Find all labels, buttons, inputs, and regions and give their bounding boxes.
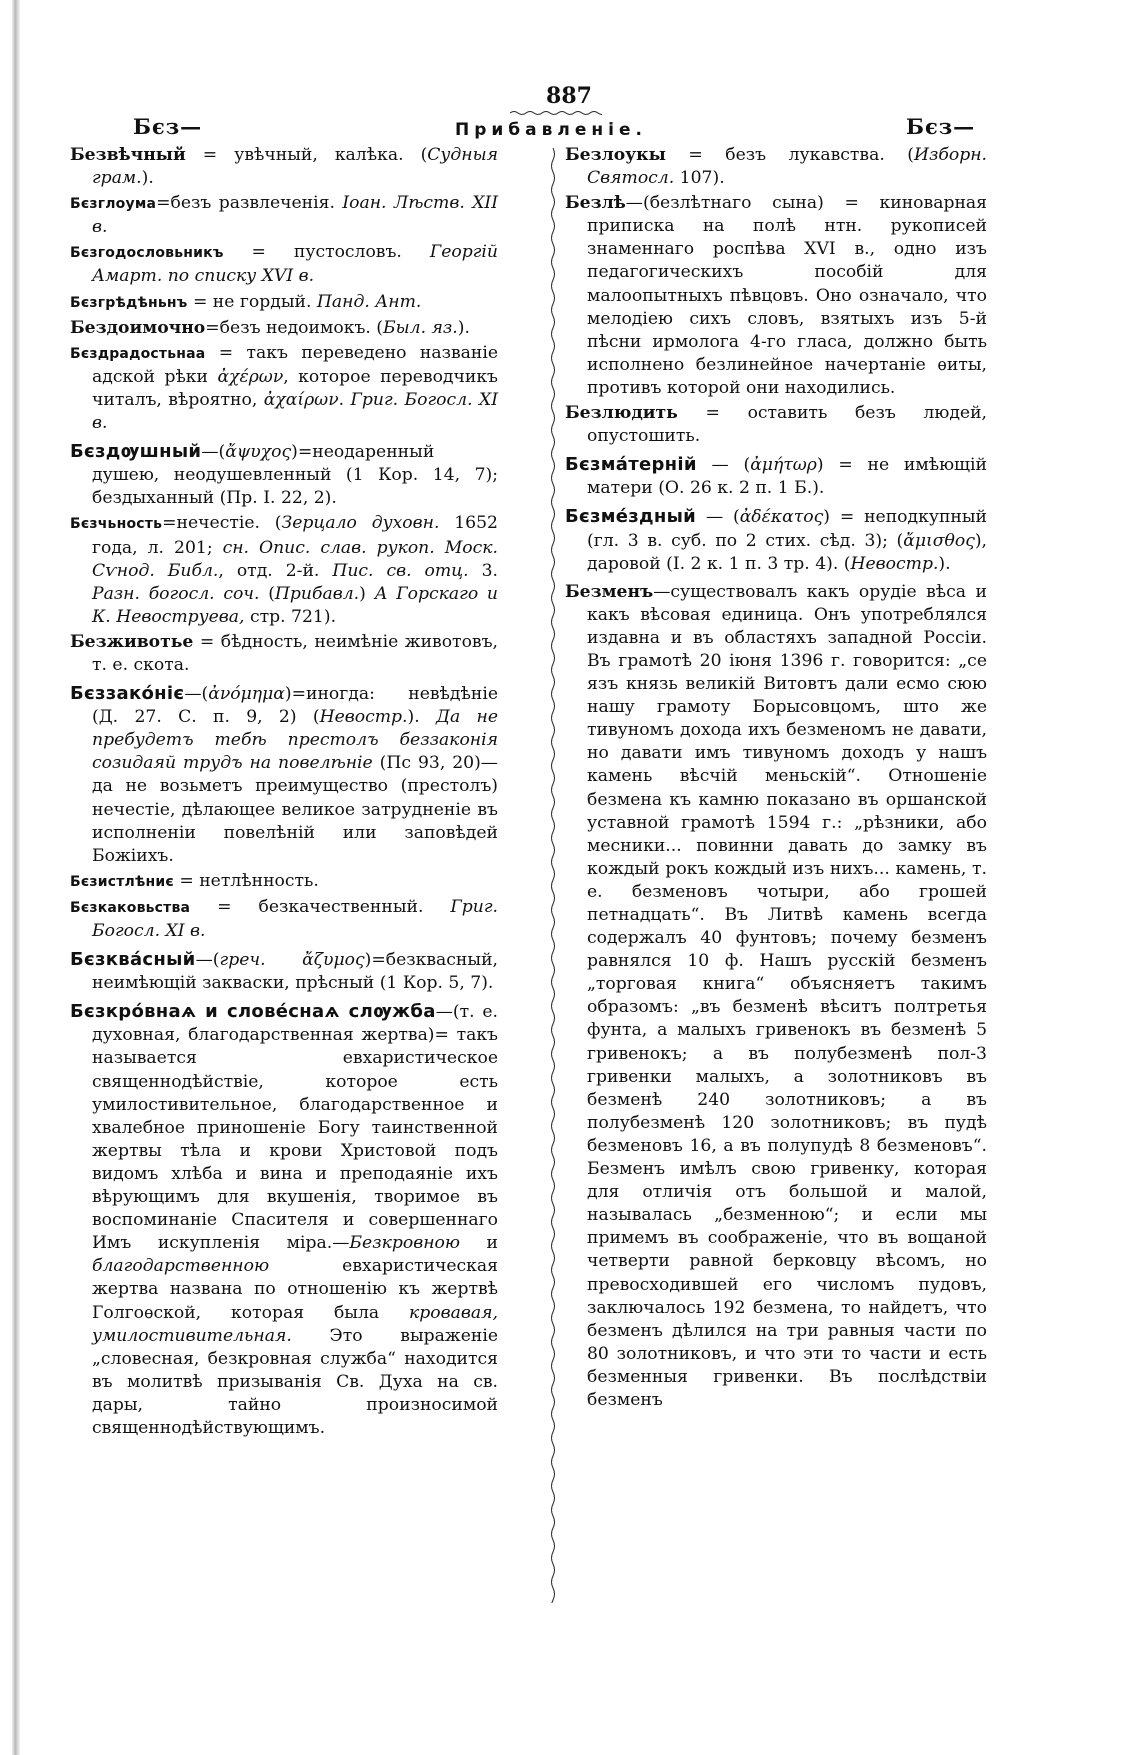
greek-term: ἄζυμος [302,950,365,971]
dictionary-entry [70,948,498,995]
entry-headword: Безживотье [70,631,194,652]
definition-text: 1652 года, л. 201; [92,513,498,558]
dictionary-entry [565,505,987,575]
greek-term: ἀνόμημα [208,684,285,705]
dictionary-entry [70,144,498,190]
citation-text: Георгій Амарт. по списку XVI в. [92,242,498,287]
definition-text: , отд. 2-й. [218,560,333,581]
page-number-wavy-rule [510,110,602,116]
dictionary-entry [565,453,987,500]
definition-text: = не гордый. [187,291,317,312]
right-column [565,144,987,1414]
entry-headword: Безлюдить [565,403,678,424]
entry-headword: Бєззакóніє [70,683,185,705]
definition-text: = нетлѣнность. [173,870,319,891]
page-number: 887 [546,83,592,109]
citation-text: Пис. св. отц. [332,560,469,581]
entry-headword: Бєздрадостьнаа [70,345,206,362]
dictionary-entry [565,402,987,448]
citation-text: Изборн. Святосл. [587,145,987,189]
dictionary-entry [565,144,987,190]
greek-term: ἀχέρων [217,366,284,387]
citation-text: Разн. богосл. соч. [92,583,260,604]
entry-headword: Бєзкаковьства [70,899,191,916]
entry-headword: Безлоукы [565,145,666,165]
dictionary-entry [565,581,987,1412]
definition-text: ), даровой (I. 2 к. 1 п. 3 тр. 4). ( [587,530,987,574]
definition-text: =нечестіе. ( [162,513,282,534]
definition-text: ) [359,583,375,604]
entry-headword: Безлѣ [565,193,626,214]
definition-text: ). [141,168,154,189]
entry-headword: Бєзгодословьникъ [70,245,224,262]
definition-text: =безъ недоимокъ. ( [205,317,384,338]
citation-text: Зерцало духовн. [281,513,440,534]
citation-text: Григ. Богосл. XI в. [92,389,498,434]
dictionary-entry [70,342,498,435]
definition-text: — ( [696,507,740,528]
definition-text: ) = не имѣющій матери (О. 26 к. 2 п. 1 Б.). [587,455,987,499]
greek-term: ἀμήτωρ [750,455,817,476]
entry-headword: Бєзчьность [70,516,163,533]
definition-text: —(т. е. духовная, благодарственная жертва)= такъ называется евхаристическое священнодѣйствіе, которое есть умилостивительное, благодарственное и хвалебное приношеніе Богу таинственной жертвы тѣла и крови Христовой подъ видомъ хлѣба и вина и преподаяніе ихъ вѣрующимъ для вкушенія, творимое въ воспоминаніе Спасителя и совершеннаго Имъ искупленія міра.— [92,1002,498,1254]
definition-text: —( [195,950,220,971]
definition-text: (Пс 93, 20)—да не возьметъ преимущество (престолъ) нечестіе, дѣлающее великое затрудненіе въ исполненіи повелѣній или заповѣдей Божіихъ. [92,753,498,866]
entry-headword: Бєздѹшный [70,441,202,463]
entry-headword: Бєзкрóвнаѧ и словéснаѧ слѹжба [70,1001,436,1023]
definition-text: = пустословъ. [223,242,430,263]
definition-text: )=безквасный, неимѣющій закваски, прѣсный (1 Кор. 5, 7). [92,950,498,994]
dictionary-entry [70,896,498,943]
definition-text: . [338,389,351,410]
definition-text: ) = неподкупный (гл. 3 в. суб. по 2 стих. сѣд. 3); ( [587,507,987,551]
entry-headword: Бєзглоума [70,196,157,213]
definition-text: — ( [696,455,751,476]
greek-term: ἄμισθος [903,530,975,551]
definition-text: = бѣдность, неимѣніе животовъ, т. е. скота. [92,631,498,675]
dictionary-entry [70,682,498,868]
citation-text: Безкровною [349,1233,461,1254]
definition-text: = безъ лукавства. ( [665,145,914,165]
citation-text: А Горскаго и К. Невоструева, [92,583,499,627]
citation-text: Панд. Ант. [316,291,422,312]
citation-text: Іоан. Лѣств. XII в. [92,193,499,238]
entry-headword: Бєзмáтерній [565,454,697,476]
left-column [70,144,498,1442]
dictionary-entry [565,192,987,400]
citation-text: сн. Опис. слав. рукоп. Моск. Сѵнод. Библ. [92,537,499,581]
dictionary-entry [70,241,498,288]
dictionary-entry [70,291,498,315]
definition-text: = такъ переведено названіе адской рѣки [92,342,498,387]
citation-text: кровавая, умилостивительная. [92,1302,498,1346]
definition-text [266,950,303,970]
dictionary-entry [70,870,498,894]
section-title: Прибавленіе. [455,120,647,140]
dictionary-entry [70,317,498,340]
greek-term: ἄψυχος [225,442,292,463]
citation-text: Судныя грам. [92,145,498,189]
page-binding-edge [12,0,20,1755]
column-divider-wavy-rule [549,148,557,1603]
citation-text: Невостр. [850,553,939,574]
definition-text: ). [938,553,951,574]
definition-text: ). [407,707,436,728]
definition-text: —( [201,442,226,463]
definition-text: 107). [674,168,725,189]
definition-text: —(безлѣтнаго сына) = киноварная приписка на полѣ нтн. рукописей знаменнаго роспѣва XVI в., одно изъ педагогическихъ пособій для малоопытныхъ пѣвцовъ. Оно означало, что мелодіею сихъ словъ, взятыхъ изъ 5-й пѣсни ирмолога 4-го гласа, должно быть исполнено безлинейное начертаніе ѳиты, противъ которой они находились. [587,193,987,398]
definition-text: Это выраженіе „словесная, безкровная служба“ находится въ молитвѣ призыванія Св. Духа на св. дары, тайно произносимой священнодѣйствующимъ. [92,1325,498,1438]
dictionary-entry [70,440,498,510]
definition-text: ). [457,317,470,338]
dictionary-entry [70,1000,498,1440]
definition-text: =безъ развлеченія. [156,193,343,214]
citation-text: греч. [219,950,266,971]
greek-term: ἀχαίρων [263,389,339,410]
entry-headword: Бєзистлѣниє [70,873,174,890]
definition-text: , которое переводчикъ читалъ, вѣроятно, [92,366,498,410]
entry-headword: Безвѣчный [70,145,186,165]
running-head-right: Бєз— [906,114,976,139]
citation-text: Невостр. [319,707,408,728]
entry-headword: Безменъ [565,581,654,602]
running-head-left: Бєз— [133,114,203,139]
definition-text: = оставить безъ людей, опустошить. [587,403,987,447]
dictionary-entry [70,631,498,677]
entry-headword: Бєзмéздный [565,506,697,528]
definition-text: —( [184,684,209,705]
entry-headword: Бєзквáсный [70,949,196,971]
definition-text: и [460,1233,499,1254]
definition-text: евхаристическая жертва названа по отношенію къ жертвѣ Голгоѳской, которая была [92,1256,498,1323]
definition-text: )=иногда: невѣдѣніе (Д. 27. С. п. 9, 2) ( [92,684,498,728]
definition-text: 3. [468,560,498,581]
citation-text: Был. яз. [383,317,458,338]
citation-text: благодарственною [92,1256,270,1277]
citation-text: Григ. Богосл. XI в. [92,896,498,941]
definition-text: = увѣчный, калѣка. ( [185,145,428,165]
definition-text: )=неодаренный душею, неодушевленный (1 Кор. 14, 7); бездыханный (Пр. I. 22, 2). [92,442,498,509]
entry-headword: Бєзгрѣдѣньнъ [70,294,188,311]
greek-term: ἀδέκατος [739,507,824,528]
definition-text: стр. 721). [244,606,337,627]
citation-text: Да не пребудетъ тебѣ престолъ беззаконія созидаяй трудъ на повелѣніе [92,707,498,774]
definition-text: = безкачественный. [190,896,451,917]
citation-text: Прибавл. [274,583,360,604]
definition-text: ( [259,583,275,604]
dictionary-entry [70,192,498,239]
definition-text: —существовалъ какъ орудіе вѣса и какъ вѣсовая единица. Онъ употреблялся издавна и въ областяхъ западной Россіи. Въ грамотѣ 20 іюня 1396 г. говорится: „се язъ князь великій Витовтъ дали есмо сюю нашу грамоту Борысовцомъ, што же тивуномъ дохода ихъ безменомъ не давати, но давати имъ тивуномъ доходъ у нашъ камень вѣсчій меньскій“. Отношеніе безмена къ камню показано въ оршанской уставной грамотѣ 1594 г.: „рѣзники, або месники... повинни давать до замку въ кождый рокъ кождый изъ нихъ... камень, т. е. безменовъ чотыри, або грошей петнадцать“. Въ Литвѣ камень всегда содержалъ 40 фунтовъ; почему безменъ равнялся 10 ф. Нашъ русскій безменъ „торговая книга“ объясняетъ такимъ образомъ: „въ безменѣ вѣситъ полтретья фунта, а малыхъ гривенокъ въ безменѣ 5 гривенокъ; а въ полубезменѣ пол-3 гривенки малыхъ, а золотниковъ въ безменѣ 240 золотниковъ; а въ полубезменѣ 120 золотниковъ; въ пудѣ безменовъ 16, а въ полупудѣ 8 безменовъ“. Безменъ имѣлъ свою гривенку, которая для отличія отъ большой и малой, называлась „безменною“; и если мы примемъ въ соображеніе, что въ вощаной четверти равной берковцу вѣсомъ, но превосходившей его числомъ пудовъ, заключалось 192 безмена, то найдетъ, что безменъ дѣлился на три равныя части по 80 золотниковъ, и что эти то части и есть безменныя гривенки. Въ послѣдствіи безменъ [587,581,987,1410]
entry-headword: Бездоимочно [70,317,206,338]
dictionary-entry [70,512,498,628]
